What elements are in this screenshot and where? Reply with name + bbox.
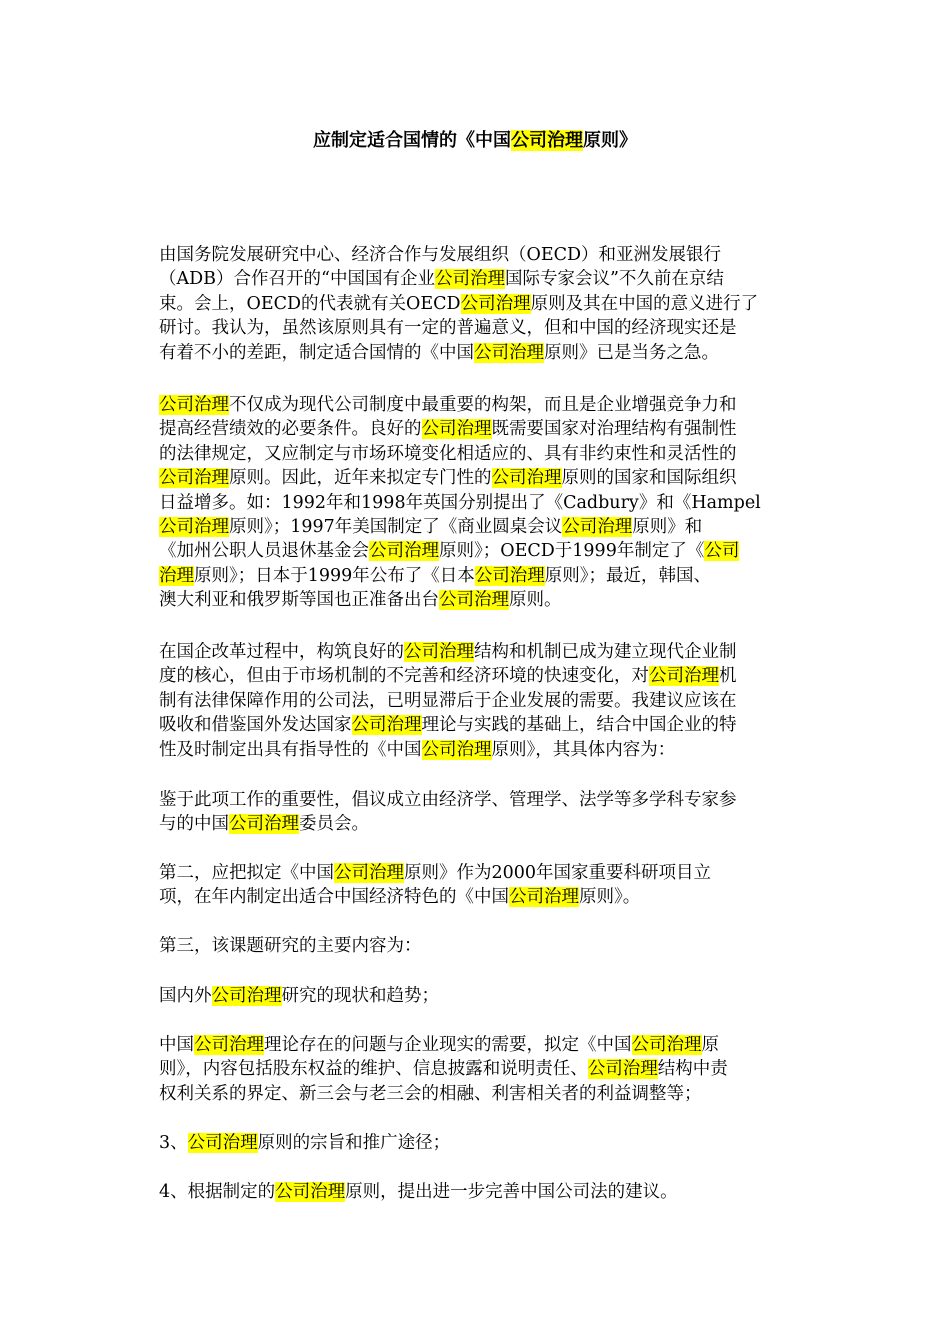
text-run: 原则》和 bbox=[632, 516, 703, 537]
highlighted-term: 公司治理 bbox=[474, 565, 545, 586]
text-line bbox=[159, 539, 761, 563]
text-run: 则》，内容包括股东权益的维护、信息披露和说明责任、 bbox=[159, 1059, 588, 1080]
text-line bbox=[159, 689, 737, 713]
highlighted-term: 公司治理 bbox=[194, 1035, 264, 1055]
text-run: 在国企改革过程中，构筑良好的 bbox=[159, 642, 404, 662]
text-line bbox=[159, 316, 758, 340]
document-title bbox=[0, 128, 950, 154]
paragraph-3 bbox=[159, 640, 737, 762]
text-run: 研讨。我认为，虽然该原则具有一定的普遍意义，但和中国的经济现实还是 bbox=[159, 318, 737, 339]
text-run: 原则及其在中国的意义进行了 bbox=[530, 293, 759, 314]
text-run: 原则的国家和国际组织 bbox=[561, 468, 737, 489]
text-run: 鉴于此项工作的重要性，倡议成立由经济学、管理学、法学等多学科专家参 bbox=[159, 790, 737, 810]
text-line bbox=[159, 417, 761, 441]
text-line bbox=[159, 442, 761, 466]
text-line bbox=[159, 267, 758, 291]
highlighted-term: 公司治理 bbox=[369, 541, 439, 562]
text-run: 澳大利亚和俄罗斯等国也正准备出台 bbox=[159, 590, 439, 611]
paragraph-9 bbox=[159, 1131, 450, 1155]
text-line bbox=[159, 934, 422, 958]
text-run: 第二，应把拟定《中国 bbox=[159, 863, 334, 883]
text-line bbox=[159, 664, 737, 688]
highlighted-term: 公司治理 bbox=[187, 1133, 258, 1153]
text-line bbox=[159, 1033, 728, 1057]
paragraph-2 bbox=[159, 393, 761, 613]
text-run: 理论存在的问题与企业现实的需要，拟定《中国 bbox=[264, 1035, 632, 1055]
title-prefix: 应制定适合国情的《中国 bbox=[313, 130, 511, 151]
text-run: 国内外 bbox=[159, 986, 212, 1006]
text-line bbox=[159, 1131, 450, 1155]
text-run: （ADB）合作召开的“中国国有企业 bbox=[159, 269, 435, 290]
text-run: 原则》已是当务之急。 bbox=[544, 342, 719, 363]
text-run: 原则。 bbox=[509, 590, 562, 611]
highlighted-term: 公司治理 bbox=[434, 269, 505, 290]
title-suffix: 原则》 bbox=[583, 130, 637, 151]
text-line bbox=[159, 564, 761, 588]
text-run: 原则》；1997年美国制定了《商业圆桌会议 bbox=[229, 516, 563, 537]
text-run: 原则的宗旨和推广途径； bbox=[257, 1133, 451, 1153]
paragraph-5 bbox=[159, 861, 711, 910]
text-line bbox=[159, 788, 737, 812]
text-line bbox=[159, 738, 737, 762]
text-line bbox=[159, 812, 737, 836]
text-line bbox=[159, 393, 761, 417]
text-run: 原则》作为2000年国家重要科研项目立 bbox=[404, 863, 712, 883]
text-line bbox=[159, 588, 761, 612]
text-line bbox=[159, 713, 737, 737]
text-run: 既需要国家对治理结构有强制性 bbox=[491, 419, 737, 440]
highlighted-term: 公司治理 bbox=[334, 863, 404, 883]
text-line bbox=[159, 341, 758, 365]
text-run: 由国务院发展研究中心、经济合作与发展组织（OECD）和亚洲发展银行 bbox=[159, 245, 722, 265]
paragraph-4 bbox=[159, 788, 737, 837]
text-line bbox=[159, 515, 761, 539]
text-run: 束。会上，OECD的代表就有关OECD bbox=[159, 293, 461, 314]
text-line bbox=[159, 491, 761, 515]
text-run: 提高经营绩效的必要条件。良好的 bbox=[159, 419, 422, 440]
text-run: 原 bbox=[701, 1035, 719, 1055]
text-run: 《加州公职人员退休基金会 bbox=[159, 541, 369, 562]
highlighted-term: 公司治理 bbox=[211, 986, 282, 1006]
highlighted-term: 公司治理 bbox=[509, 887, 579, 908]
highlighted-term: 公司治理 bbox=[439, 590, 509, 611]
paragraph-8 bbox=[159, 1033, 728, 1106]
text-run: 度的核心，但由于市场机制的不完善和经济环境的快速变化，对 bbox=[159, 666, 649, 687]
text-line bbox=[159, 292, 758, 316]
highlighted-term: 公司治理 bbox=[562, 516, 633, 537]
highlighted-term: 公司治理 bbox=[159, 468, 229, 489]
text-run: 委员会。 bbox=[299, 814, 369, 835]
highlighted-term: 公司治理 bbox=[275, 1182, 346, 1202]
text-line bbox=[159, 885, 711, 909]
highlighted-term: 公司治理 bbox=[587, 1059, 658, 1080]
text-run: 项，在年内制定出适合中国经济特色的《中国 bbox=[159, 887, 509, 908]
highlighted-term: 公司治理 bbox=[229, 814, 299, 835]
text-run: 3、 bbox=[159, 1133, 188, 1153]
text-line bbox=[159, 984, 439, 1008]
highlighted-term: 治理 bbox=[159, 565, 194, 586]
text-run: 权利关系的界定、新三会与老三会的相融、利害相关者的利益调整等； bbox=[159, 1083, 702, 1104]
text-run: 原则》。 bbox=[579, 887, 641, 908]
text-run: 日益增多。如：1992年和1998年英国分别提出了《Cadbury》和《Hampel bbox=[159, 492, 761, 513]
highlighted-term: 公司治理 bbox=[351, 715, 422, 736]
text-line bbox=[159, 243, 758, 267]
paragraph-7 bbox=[159, 984, 439, 1008]
text-run: 原则》；日本于1999年公布了《日本 bbox=[194, 565, 475, 586]
text-line bbox=[159, 1082, 728, 1106]
highlighted-term: 公司治理 bbox=[421, 419, 492, 440]
text-run: 不仅成为现代公司制度中最重要的构架，而且是企业增强竞争力和 bbox=[229, 395, 737, 415]
title-highlight: 公司治理 bbox=[511, 130, 583, 151]
highlighted-term: 公司治理 bbox=[491, 468, 562, 489]
text-run: 国际专家会议”不久前在京结 bbox=[504, 269, 724, 290]
highlighted-term: 公司治理 bbox=[474, 342, 544, 363]
text-line bbox=[159, 640, 737, 664]
text-line bbox=[159, 466, 761, 490]
text-run: 第三，该课题研究的主要内容为： bbox=[159, 936, 422, 956]
text-run: 4、根据制定的 bbox=[159, 1182, 276, 1202]
text-line bbox=[159, 1180, 678, 1204]
text-line bbox=[159, 1057, 728, 1081]
text-run: 结构中责 bbox=[657, 1059, 728, 1080]
text-run: 原则，提出进一步完善中国公司法的建议。 bbox=[345, 1182, 678, 1202]
text-run: 原则。因此，近年来拟定专门性的 bbox=[229, 468, 492, 489]
text-run: 机 bbox=[719, 666, 737, 687]
paragraph-10 bbox=[159, 1180, 678, 1204]
highlighted-term: 公司治理 bbox=[631, 1035, 702, 1055]
paragraph-1 bbox=[159, 243, 758, 365]
text-run: 理论与实践的基础上，结合中国企业的特 bbox=[421, 715, 737, 736]
highlighted-term: 公司治理 bbox=[404, 642, 474, 662]
highlighted-term: 公司 bbox=[704, 541, 740, 562]
text-run: 制有法律保障作用的公司法，已明显滞后于企业发展的需要。我建议应该在 bbox=[159, 690, 737, 711]
text-run: 原则》；OECD于1999年制定了《 bbox=[439, 541, 705, 562]
text-run: 中国 bbox=[159, 1035, 194, 1055]
text-run: 研究的现状和趋势； bbox=[281, 986, 439, 1006]
text-run: 吸收和借鉴国外发达国家 bbox=[159, 715, 352, 736]
highlighted-term: 公司治理 bbox=[460, 293, 531, 314]
text-run: 与的中国 bbox=[159, 814, 229, 835]
text-run: 的法律规定，又应制定与市场环境变化相适应的、具有非约束性和灵活性的 bbox=[159, 443, 737, 464]
text-run: 原则》；最近，韩国、 bbox=[544, 565, 712, 586]
highlighted-term: 公司治理 bbox=[421, 739, 492, 760]
highlighted-term: 公司治理 bbox=[159, 395, 229, 415]
text-run: 性及时制定出具有指导性的《中国 bbox=[159, 739, 422, 760]
text-run: 结构和机制已成为建立现代企业制 bbox=[474, 642, 737, 662]
text-run: 有着不小的差距，制定适合国情的《中国 bbox=[159, 342, 474, 363]
text-run: 原则》，其具体内容为： bbox=[491, 739, 676, 760]
paragraph-6 bbox=[159, 934, 422, 958]
text-line bbox=[159, 861, 711, 885]
highlighted-term: 公司治理 bbox=[159, 516, 229, 537]
highlighted-term: 公司治理 bbox=[649, 666, 719, 687]
